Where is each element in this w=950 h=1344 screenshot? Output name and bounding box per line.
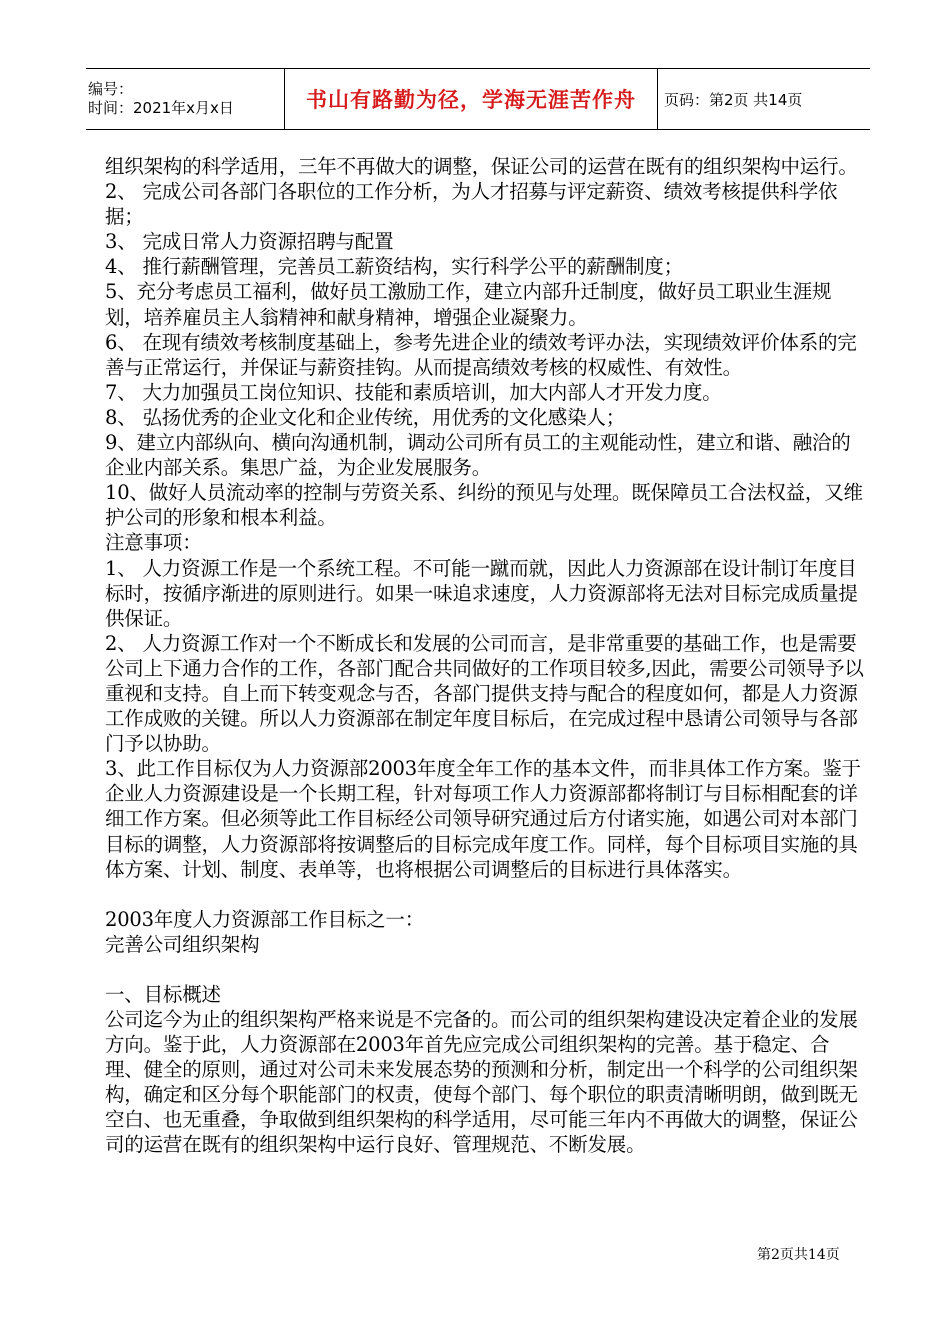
header-motto: 书山有路勤为径，学海无涯苦作舟 — [306, 88, 636, 112]
paragraph: 组织架构的科学适用，三年不再做大的调整，保证公司的运营在既有的组织架构中运行。 — [105, 155, 858, 178]
paragraph: 5、充分考虑员工福利，做好员工激励工作，建立内部升迁制度，做好员工职业生涯规划，培养雇员主人翁精神和献身精神，增强企业凝聚力。 — [105, 280, 832, 329]
paragraph: 7、 大力加强员工岗位知识、技能和素质培训，加大内部人才开发力度。 — [105, 380, 722, 404]
goal-title: 2003年度人力资源部工作目标之一： — [105, 907, 425, 931]
paragraph: 10、做好人员流动率的控制与劳资关系、纠纷的预见与处理。既保障员工合法权益，又维护公司的形象和根本利益。 — [105, 481, 863, 530]
document-time-label: 时间：2021年x月x日 — [88, 99, 234, 117]
page-footer: 第2页共14页 — [757, 1247, 840, 1263]
spacer — [105, 957, 865, 982]
header-motto-cell — [285, 69, 658, 129]
paragraph: 2、 人力资源工作对一个不断成长和发展的公司而言，是非常重要的基础工作，也是需要公司上下通力合作的工作，各部门配合共同做好的工作项目较多,因此，需要公司领导予以重视和支持。自上而下转变观念与否，各部门提供支持与配合的程度如何，都是人力资源工作成败的关键。所以人力资源部在制定年度目标后，在完成过程中恳请公司领导与各部门予以协助。 — [105, 631, 864, 756]
paragraph: 1、 人力资源工作是一个系统工程。不可能一蹴而就，因此人力资源部在设计制订年度目标时，按循序渐进的原则进行。如果一味追求速度，人力资源部将无法对目标完成质量提供保证。 — [105, 556, 858, 630]
paragraph: 9、建立内部纵向、横向沟通机制，调动公司所有员工的主观能动性，建立和谐、融洽的企业内部关系。集思广益，为企业发展服务。 — [105, 431, 851, 480]
paragraph: 4、 推行薪酬管理，完善员工薪资结构，实行科学公平的薪酬制度； — [105, 255, 683, 279]
notes-heading: 注意事项： — [105, 531, 202, 555]
overview-heading: 一、目标概述 — [105, 982, 221, 1006]
paragraph: 3、 完成日常人力资源招聘与配置 — [105, 230, 394, 254]
header-meta — [86, 69, 285, 129]
page-header — [86, 68, 870, 130]
spacer — [105, 882, 865, 907]
header-page-cell — [658, 69, 870, 129]
paragraph: 8、 弘扬优秀的企业文化和企业传统，用优秀的文化感染人； — [105, 405, 626, 429]
paragraph: 6、 在现有绩效考核制度基础上，参考先进企业的绩效考评办法，实现绩效评价体系的完善与正常运行，并保证与薪资挂钩。从而提高绩效考核的权威性、有效性。 — [105, 330, 857, 379]
document-number-label: 编号： — [88, 80, 134, 98]
header-page-label: 页码：第2页 共14页 — [664, 90, 803, 109]
paragraph: 3、此工作目标仅为人力资源部2003年度全年工作的基本文件，而非具体工作方案。鉴于企业人力资源建设是一个长期工程，针对每项工作人力资源部都将制订与目标相配套的详细工作方案。但必须等此工作目标经公司领导研究通过后方付诸实施，如遇公司对本部门目标的调整，人力资源部将按调整后的目标完成年度工作。同样，每个目标项目实施的具体方案、计划、制度、表单等，也将根据公司调整后的目标进行具体落实。 — [105, 757, 861, 881]
document-body — [105, 154, 865, 1158]
overview-text: 公司迄今为止的组织架构严格来说是不完备的。而公司的组织架构建设决定着企业的发展方向。鉴于此，人力资源部在2003年首先应完成公司组织架构的完善。基于稳定、合理、健全的原则，通过对公司未来发展态势的预测和分析，制定出一个科学的公司组织架构，确定和区分每个职能部门的权责，使每个部门、每个职位的职责清晰明朗，做到既无空白、也无重叠，争取做到组织架构的科学适用，尽可能三年内不再做大的调整，保证公司的运营在既有的组织架构中运行良好、管理规范、不断发展。 — [105, 1008, 858, 1157]
paragraph: 2、 完成公司各部门各职位的工作分析，为人才招募与评定薪资、绩效考核提供科学依据； — [105, 180, 838, 229]
goal-subtitle: 完善公司组织架构 — [105, 932, 260, 956]
